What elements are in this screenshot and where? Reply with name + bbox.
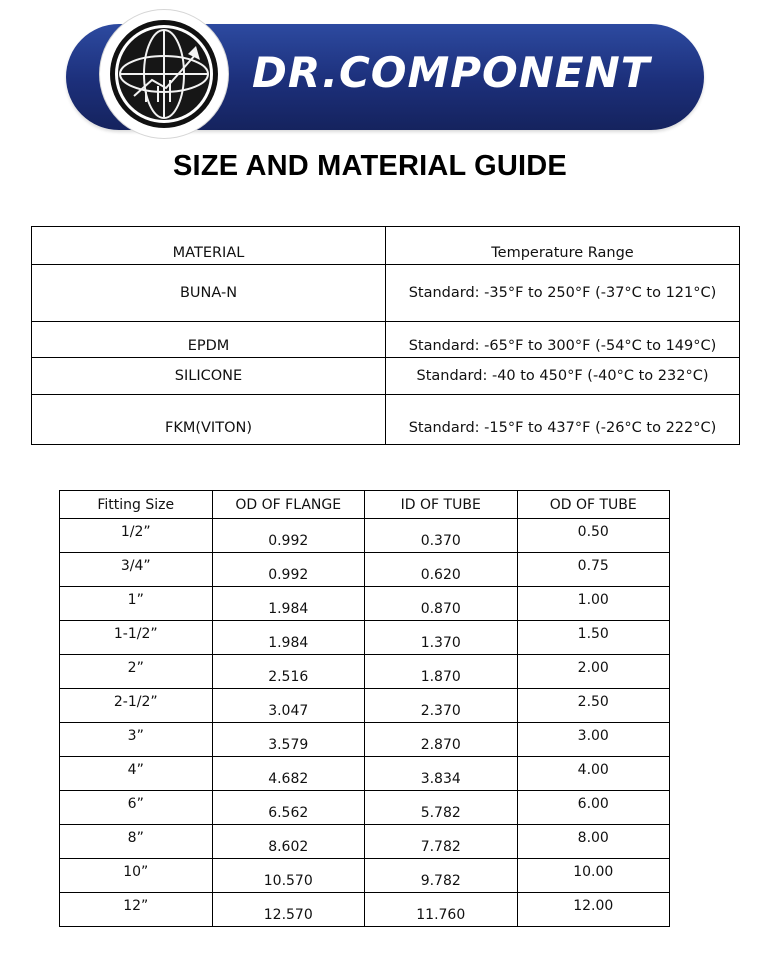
od-tube-cell: 1.50 xyxy=(517,621,670,655)
id-tube-cell: 11.760 xyxy=(365,893,518,927)
id-tube-cell: 9.782 xyxy=(365,859,518,893)
fitting-size-cell: 3” xyxy=(60,723,213,757)
material-cell: EPDM xyxy=(32,322,386,358)
od-flange-cell: 1.984 xyxy=(212,621,365,655)
od-tube-cell: 0.75 xyxy=(517,553,670,587)
fitting-size-cell: 1-1/2” xyxy=(60,621,213,655)
od-flange-cell: 3.047 xyxy=(212,689,365,723)
od-flange-cell: 12.570 xyxy=(212,893,365,927)
od-flange-cell: 0.992 xyxy=(212,519,365,553)
table-row xyxy=(60,587,670,621)
fitting-size-cell: 10” xyxy=(60,859,213,893)
globe-chart-icon xyxy=(100,10,228,138)
od-flange-cell: 0.992 xyxy=(212,553,365,587)
table-row xyxy=(60,553,670,587)
fitting-size-cell: 2” xyxy=(60,655,213,689)
header-temperature-range: Temperature Range xyxy=(386,227,740,265)
od-flange-cell: 10.570 xyxy=(212,859,365,893)
fitting-size-cell: 1” xyxy=(60,587,213,621)
range-cell: Standard: -40 to 450°F (-40°C to 232°C) xyxy=(386,358,740,395)
header-od-of-flange: OD OF FLANGE xyxy=(212,491,365,519)
table-row xyxy=(60,893,670,927)
table-row xyxy=(60,859,670,893)
range-cell: Standard: -65°F to 300°F (-54°C to 149°C) xyxy=(386,322,740,358)
material-cell: FKM(VITON) xyxy=(32,395,386,445)
table-row xyxy=(32,322,740,358)
table-row xyxy=(60,723,670,757)
id-tube-cell: 0.370 xyxy=(365,519,518,553)
od-flange-cell: 6.562 xyxy=(212,791,365,825)
table-row xyxy=(60,621,670,655)
table-row xyxy=(60,791,670,825)
od-tube-cell: 4.00 xyxy=(517,757,670,791)
table-header-row xyxy=(60,491,670,519)
table-header-row xyxy=(32,227,740,265)
id-tube-cell: 3.834 xyxy=(365,757,518,791)
od-flange-cell: 3.579 xyxy=(212,723,365,757)
table-row xyxy=(60,519,670,553)
table-row xyxy=(32,395,740,445)
od-tube-cell: 1.00 xyxy=(517,587,670,621)
od-tube-cell: 12.00 xyxy=(517,893,670,927)
od-tube-cell: 8.00 xyxy=(517,825,670,859)
od-flange-cell: 2.516 xyxy=(212,655,365,689)
fitting-size-cell: 12” xyxy=(60,893,213,927)
fitting-size-cell: 3/4” xyxy=(60,553,213,587)
id-tube-cell: 0.870 xyxy=(365,587,518,621)
od-tube-cell: 10.00 xyxy=(517,859,670,893)
fitting-size-cell: 8” xyxy=(60,825,213,859)
page-title: SIZE AND MATERIAL GUIDE xyxy=(173,150,567,182)
od-tube-cell: 0.50 xyxy=(517,519,670,553)
range-cell: Standard: -35°F to 250°F (-37°C to 121°C) xyxy=(386,265,740,322)
od-flange-cell: 1.984 xyxy=(212,587,365,621)
table-row xyxy=(60,825,670,859)
material-cell: SILICONE xyxy=(32,358,386,395)
od-tube-cell: 2.50 xyxy=(517,689,670,723)
id-tube-cell: 5.782 xyxy=(365,791,518,825)
fitting-size-cell: 4” xyxy=(60,757,213,791)
table-row xyxy=(60,689,670,723)
table-row xyxy=(60,757,670,791)
brand-name: DR.COMPONENT xyxy=(252,48,651,97)
header-fitting-size: Fitting Size xyxy=(60,491,213,519)
id-tube-cell: 7.782 xyxy=(365,825,518,859)
fitting-size-table xyxy=(59,490,670,927)
id-tube-cell: 2.370 xyxy=(365,689,518,723)
fitting-size-cell: 1/2” xyxy=(60,519,213,553)
table-row xyxy=(32,265,740,322)
header-material: MATERIAL xyxy=(32,227,386,265)
material-temperature-table xyxy=(31,226,740,445)
fitting-size-cell: 2-1/2” xyxy=(60,689,213,723)
od-tube-cell: 3.00 xyxy=(517,723,670,757)
od-tube-cell: 6.00 xyxy=(517,791,670,825)
id-tube-cell: 0.620 xyxy=(365,553,518,587)
id-tube-cell: 1.370 xyxy=(365,621,518,655)
od-flange-cell: 4.682 xyxy=(212,757,365,791)
id-tube-cell: 2.870 xyxy=(365,723,518,757)
table-row xyxy=(32,358,740,395)
material-cell: BUNA-N xyxy=(32,265,386,322)
od-flange-cell: 8.602 xyxy=(212,825,365,859)
fitting-size-cell: 6” xyxy=(60,791,213,825)
od-tube-cell: 2.00 xyxy=(517,655,670,689)
header-od-of-tube: OD OF TUBE xyxy=(517,491,670,519)
header-id-of-tube: ID OF TUBE xyxy=(365,491,518,519)
range-cell: Standard: -15°F to 437°F (-26°C to 222°C) xyxy=(386,395,740,445)
id-tube-cell: 1.870 xyxy=(365,655,518,689)
table-row xyxy=(60,655,670,689)
